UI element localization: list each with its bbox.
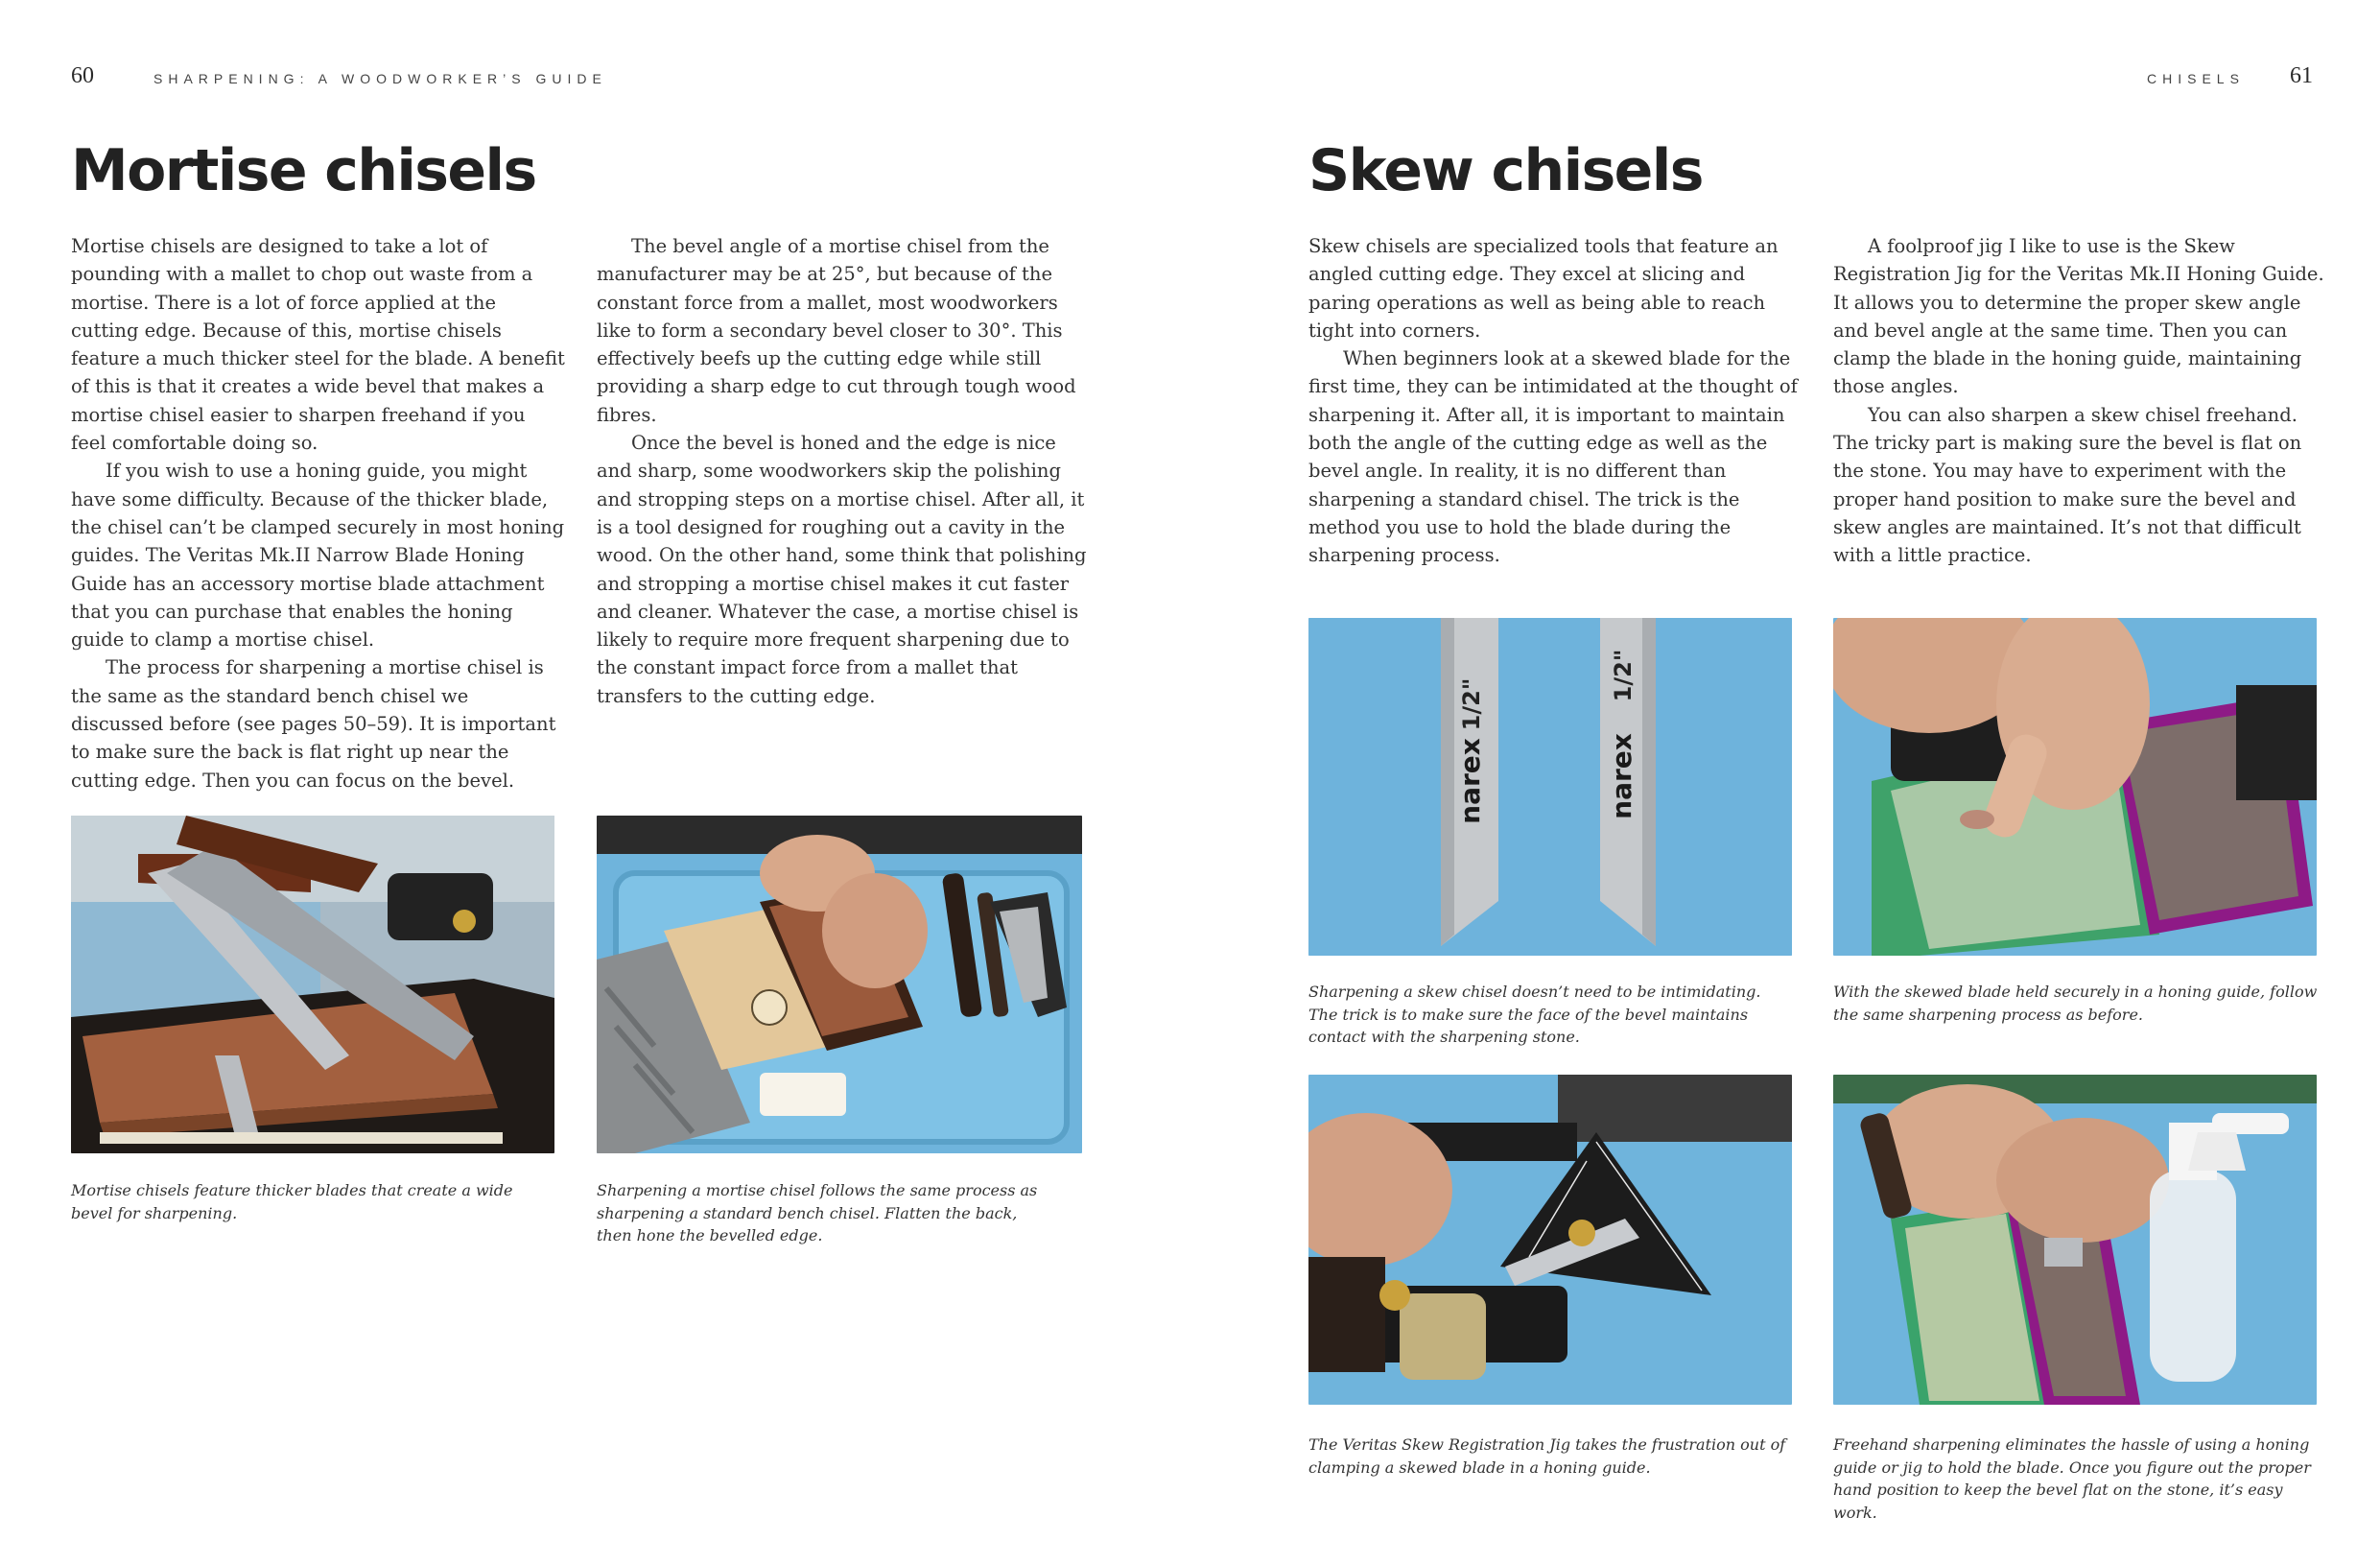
caption-mortise-1: Mortise chisels feature thicker blades that create a wide bevel for sharpening. [71, 1181, 513, 1222]
photo-mortise-chisels [71, 816, 554, 1153]
left-column-2 [597, 232, 1088, 710]
paragraph: You can also sharpen a skew chisel freehand. The tricky part is making sure the bevel is flat on the stone. You may have to experiment with the proper hand position to make sure the bevel and skew angles are maintained. It’s not that difficult with a little practice. [1833, 403, 2302, 567]
paragraph: If you wish to use a honing guide, you might have some difficulty. Because of the thicker blade, the chisel can’t be clamped securely in most honing guides. The Veritas Mk.II Narrow Blade Honing Guide has an accessory mortise blade attachment that you can purchase that enables the honing guide to clamp a mortise chisel. [71, 460, 565, 652]
paragraph: The process for sharpening a mortise chisel is the same as the standard bench chisel we discussed before (see pages 50–59). It is important to make sure the back is flat right up near the cutting edge. Then you can focus on the bevel. [71, 656, 556, 792]
caption-skew-1: Sharpening a skew chisel doesn’t need to be intimidating. The trick is to make sure the face of the bevel maintains contact with the sharpening stone. [1308, 983, 1761, 1046]
left-column-1 [71, 232, 565, 794]
photo-freehand-sharpening [1833, 1075, 2317, 1405]
blade-size-label-right: 1/2" [1610, 649, 1637, 702]
caption-skew-3: The Veritas Skew Registration Jig takes the frustration out of clamping a skewed blade in a honing guide. [1308, 1435, 1786, 1477]
paragraph: Mortise chisels are designed to take a lot of pounding with a mallet to chop out waste from a mortise. There is a lot of force applied at the cutting edge. Because of this, mortise chisels feature a much thicker steel for the blade. A benefit of this is that it creates a wide bevel that makes a mortise chisel easier to sharpen freehand if you feel comfortable doing so. [71, 235, 565, 455]
right-running-head: CHISELS [2147, 71, 2245, 86]
caption-skew-4: Freehand sharpening eliminates the hassle of using a honing guide or jig to hold the blade. Once you figure out the proper hand position to keep the bevel flat on the stone, it’s easy work. [1833, 1435, 2311, 1522]
photo-mortise-sharpening [597, 816, 1082, 1153]
left-page-number: 60 [71, 63, 94, 88]
photo-skew-honing-guide [1833, 618, 2317, 956]
photo-skew-blades [1308, 618, 1792, 956]
left-page-title: Mortise chisels [71, 137, 536, 204]
photo-skew-registration-jig [1308, 1075, 1792, 1405]
right-column-2 [1833, 232, 2324, 570]
paragraph: Skew chisels are specialized tools that feature an angled cutting edge. They excel at slicing and paring operations as well as being able to reach tight into corners. [1308, 235, 1779, 342]
left-running-head: SHARPENING: A WOODWORKER’S GUIDE [153, 71, 607, 86]
right-page-title: Skew chisels [1308, 137, 1703, 204]
paragraph: The bevel angle of a mortise chisel from the manufacturer may be at 25°, but because of the constant force from a mallet, most woodworkers like to form a secondary bevel closer to 30°. This effectively beefs up the cutting edge while still providing a sharp edge to cut through tough wood fibres. [597, 235, 1076, 426]
blade-brand-label-left: narex [1454, 738, 1486, 824]
right-column-1 [1308, 232, 1807, 570]
paragraph: A foolproof jig I like to use is the Skew Registration Jig for the Veritas Mk.II Honing Guide. It allows you to determine the proper skew angle and bevel angle at the same time. Then you can clamp the blade in the honing guide, maintaining those angles. [1833, 235, 2324, 398]
caption-skew-2: With the skewed blade held securely in a honing guide, follow the same sharpening process as before. [1833, 983, 2318, 1024]
paragraph: When beginners look at a skewed blade for the first time, they can be intimidated at the thought of sharpening it. After all, it is important to maintain both the angle of the cutting edge as well as the bevel angle. In reality, it is no different than sharpening a standard chisel. The trick is the method you use to hold the blade during the sharpening process. [1308, 347, 1798, 567]
caption-mortise-2: Sharpening a mortise chisel follows the same process as sharpening a standard bench chisel. Flatten the back, then hone the bevelled edge. [597, 1181, 1038, 1244]
right-page-number: 61 [2290, 63, 2313, 88]
paragraph: Once the bevel is honed and the edge is nice and sharp, some woodworkers skip the polishing and stropping steps on a mortise chisel. After all, it is a tool designed for roughing out a cavity in the wood. On the other hand, some think that polishing and stropping a mortise chisel makes it cut faster and cleaner. Whatever the case, a mortise chisel is likely to require more frequent sharpening due to the constant impact force from a mallet that transfers to the cutting edge. [597, 432, 1087, 707]
blade-brand-label-right: narex [1606, 733, 1638, 819]
blade-size-label-left: 1/2" [1458, 677, 1485, 731]
